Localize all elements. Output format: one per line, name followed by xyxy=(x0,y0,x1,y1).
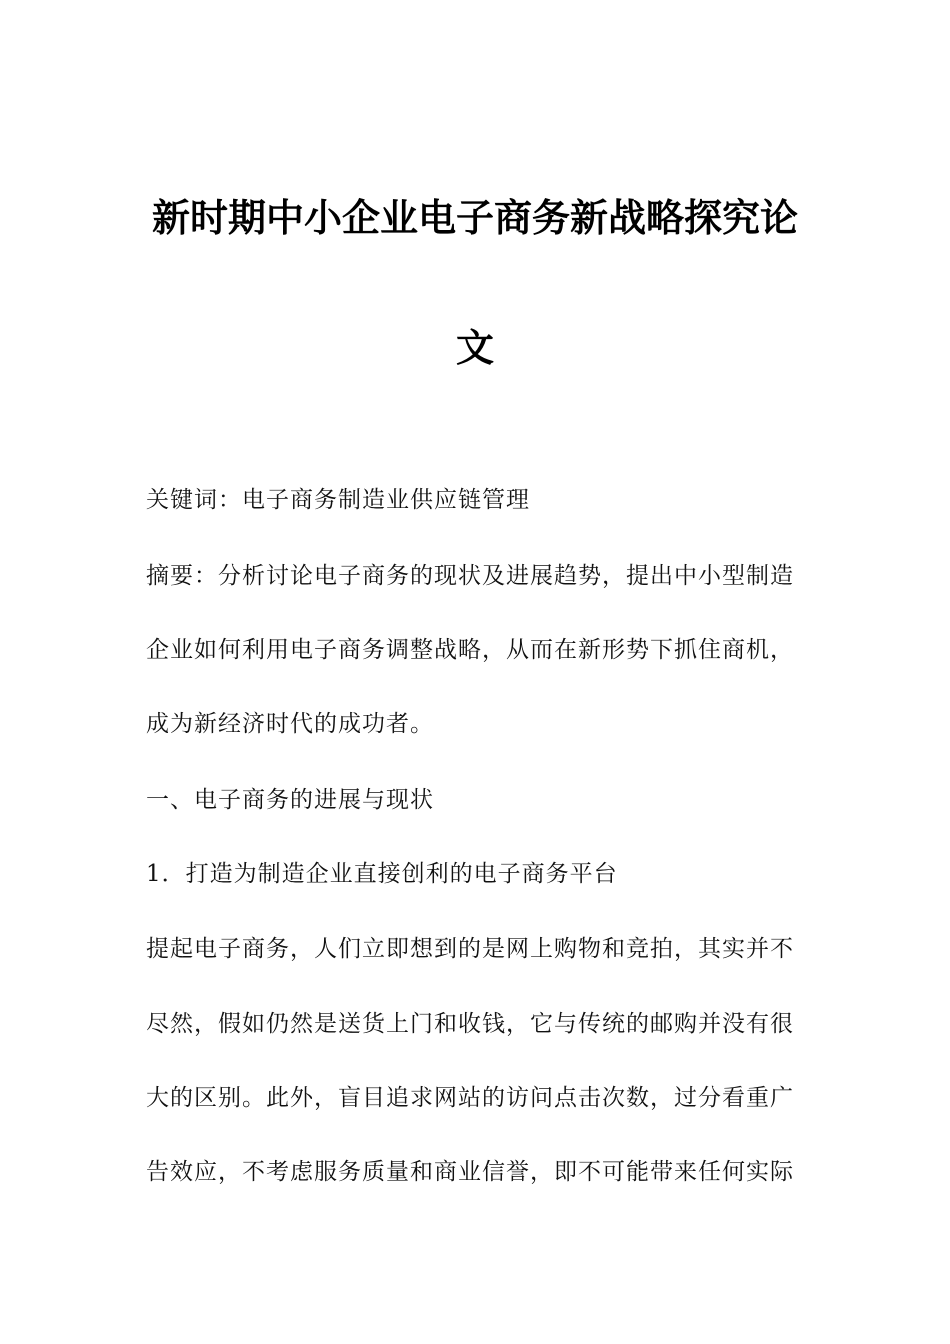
abstract-line: 摘要：分析讨论电子商务的现状及进展趋势，提出中小型制造 xyxy=(146,563,794,589)
keywords-line: 关键词：电子商务制造业供应链管理 xyxy=(146,487,530,513)
subsection-heading: 1．打造为制造企业直接创利的电子商务平台 xyxy=(146,861,618,887)
abstract-line: 企业如何利用电子商务调整战略，从而在新形势下抓住商机， xyxy=(146,637,794,663)
document-title-line-2: 文 xyxy=(455,326,494,370)
body-text-line: 尽然，假如仍然是送货上门和收钱，它与传统的邮购并没有很 xyxy=(146,1011,794,1037)
abstract-line: 成为新经济时代的成功者。 xyxy=(146,711,434,737)
body-text-line: 大的区别。此外，盲目追求网站的访问点击次数，过分看重广 xyxy=(146,1085,794,1111)
document-title-line-1: 新时期中小企业电子商务新战略探究论 xyxy=(151,196,798,240)
section-heading: 一、电子商务的进展与现状 xyxy=(146,787,434,813)
body-text-line: 告效应，不考虑服务质量和商业信誉，即不可能带来任何实际 xyxy=(146,1159,794,1185)
body-text-line: 提起电子商务，人们立即想到的是网上购物和竞拍，其实并不 xyxy=(146,936,794,962)
